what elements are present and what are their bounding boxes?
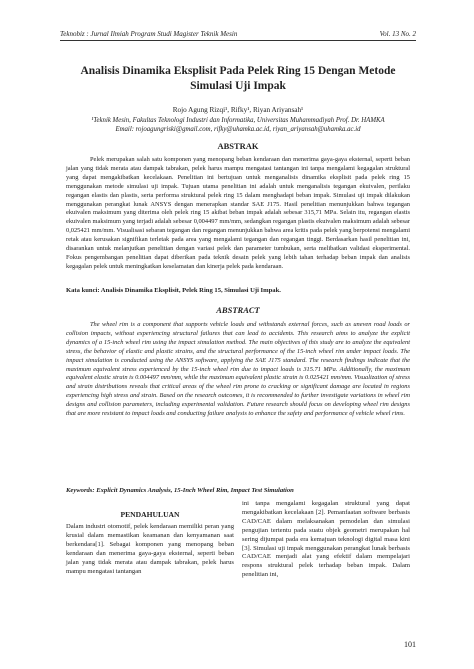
kata-kunci: Kata kunci: Analisis Dinamika Eksplisit, Pelek Ring 15, Simulasi Uji Impak. (66, 287, 281, 294)
abstract-body (66, 321, 410, 419)
header-rule (60, 40, 416, 41)
abstrak-paragraph: Pelek merupakan salah satu komponen yang menopang beban kendaraan dan menerima gaya-gaya eksternal, seperti beban jalan yang tidak merata atau dampak tabrakan, pelek harus mampu mengatasi tantangan ini tanpa mengalami kegagalan struktural yang dapat mengakibatkan kecelakaan. Penelitian ini bertujuan untuk menganalisis dinamika eksplisit pada pelek ring 15 menggunakan metode simulasi uji impak. Tujuan utama penelitian ini adalah untuk menganalisis tegangan ekuivalen, perilaku regangan elastis dan plastis, serta performa struktural pelek ring 15 dalam menghadapi beban impak. Simulasi uji impak dilakukan menggunakan perangkat lunak ANSYS dengan menerapkan standar SAE J175. Hasil penelitian menunjukkan bahwa tegangan ekuivalen maksimum yang diterima oleh pelek ring 15 akibat beban impak adalah sebesar 315,71 MPa. Selain itu, regangan elastis ekuivalen maksimum yang terjadi adalah sebesar 0,004497 mm/mm, sedangkan regangan plastis ekuivalen maksimum adalah sebesar 0,025421 mm/mm. Visualisasi sebaran tegangan dan regangan menunjukkan bahwa area kritis pada pelek yang berpotensi mengalami retak atau kerusakan signifikan terletak pada area yang mengalami tegangan dan regangan tinggi. Berdasarkan hasil penelitian ini, disarankan untuk melanjutkan penelitian dengan variasi pelek dan parameter tumbukan, serta melibatkan validasi eksperimental. Fokus pengembangan penelitian dapat diberikan pada teknik desain pelek yang lebih tahan terhadap beban impak dan analisis kegagalan pelek untuk meningkatkan keselamatan dan kinerja pelek pada kendaraan. (66, 156, 410, 270)
author-list: Rojo Agung Rizqi¹, Rifky¹, Riyan Ariyansah¹ (172, 106, 304, 114)
paper-title: Analisis Dinamika Eksplisit Pada Pelek Ring 15 Dengan Metode Simulasi Uji Impak (80, 65, 396, 92)
section-heading-pendahuluan: PENDAHULUAN (120, 510, 180, 519)
author-emails: Email: rojoagungriski@gmail.com, rifky@uhamka.ac.id, riyan_ariyansah@uhamka.ac.id (115, 126, 361, 133)
volume-info: Vol. 13 No. 2 (379, 30, 416, 38)
left-column (66, 500, 234, 576)
right-column (242, 500, 410, 580)
keywords: Keywords: Explicit Dynamics Analysis, 15-Inch Wheel Rim, Impact Test Simulation (66, 487, 294, 494)
page-number: 101 (404, 640, 416, 649)
affiliation: ¹Teknik Mesin, Fakultas Teknologi Industri dan Informatika, Universitas Muhammadiyah Prof. Dr. HAMKA (91, 117, 385, 124)
abstrak-heading: ABSTRAK (217, 141, 259, 151)
abstract-paragraph: The wheel rim is a component that supports vehicle loads and withstands external forces, such as uneven road loads or collision impacts, without experiencing structural failures that can lead to accidents. This research aims to analyze the explicit dynamics of a 15-inch wheel rim using the impact simulation method. The main objectives of this study are to analyze the equivalent stress, the behavior of elastic and plastic strains, and the structural performance of the 15-inch wheel rim under impact loads. The impact simulation is conducted using the ANSYS software, applying the SAE J175 standard. The research findings indicate that the maximum equivalent stress experienced by the 15-inch wheel rim due to impact loads is 315.71 MPa. Additionally, the maximum equivalent elastic strain is 0.004497 mm/mm, while the maximum equivalent plastic strain is 0.025421 mm/mm. Visualization of stress and strain distributions reveals that critical areas of the wheel rim prone to cracking or significant damage are located in regions experiencing high stress and strain. Based on the research outcomes, it is recommended to further investigate variations in wheel rim designs and collision parameters, including experimental validation. Future research should focus on developing wheel rim designs that are more resistant to impact loads and conducting failure analysis to enhance the safety and performance of vehicle wheel rims. (66, 321, 410, 418)
abstract-heading: ABSTRACT (216, 305, 260, 315)
journal-name: Teknobiz : Jurnal Ilmiah Program Studi Magister Teknik Mesin (60, 30, 238, 38)
abstrak-body (66, 156, 410, 272)
intro-text-right: ini tanpa mengalami kegagalan struktural yang dapat mengakibatkan kecelakaan [2]. Pemanfaatan software berbasis CAD/CAE dalam melaksanakan pemodelan dan simulasi pengujian tertentu pada suatu objek geometri merupakan hal sering dijumpai pada era kemajuan teknologi digital masa kini [3]. Simulasi uji impak menggunakan perangkat lunak berbasis CAD/CAE menjadi alat yang efektif dalam mempelajari respons struktural pelek terhadap beban impak. Dalam penelitian ini, (242, 500, 410, 579)
intro-text-left: Dalam industri otomotif, pelek kendaraan memiliki peran yang krusial dalam memastikan keamanan dan kenyamanan saat berkendara[1]. Sebagai komponen yang menopang beban kendaraan dan menerima gaya-gaya eksternal, seperti beban jalan yang tidak merata atau dampak tabrakan, pelek harus mampu mengatasi tantangan (66, 523, 234, 575)
